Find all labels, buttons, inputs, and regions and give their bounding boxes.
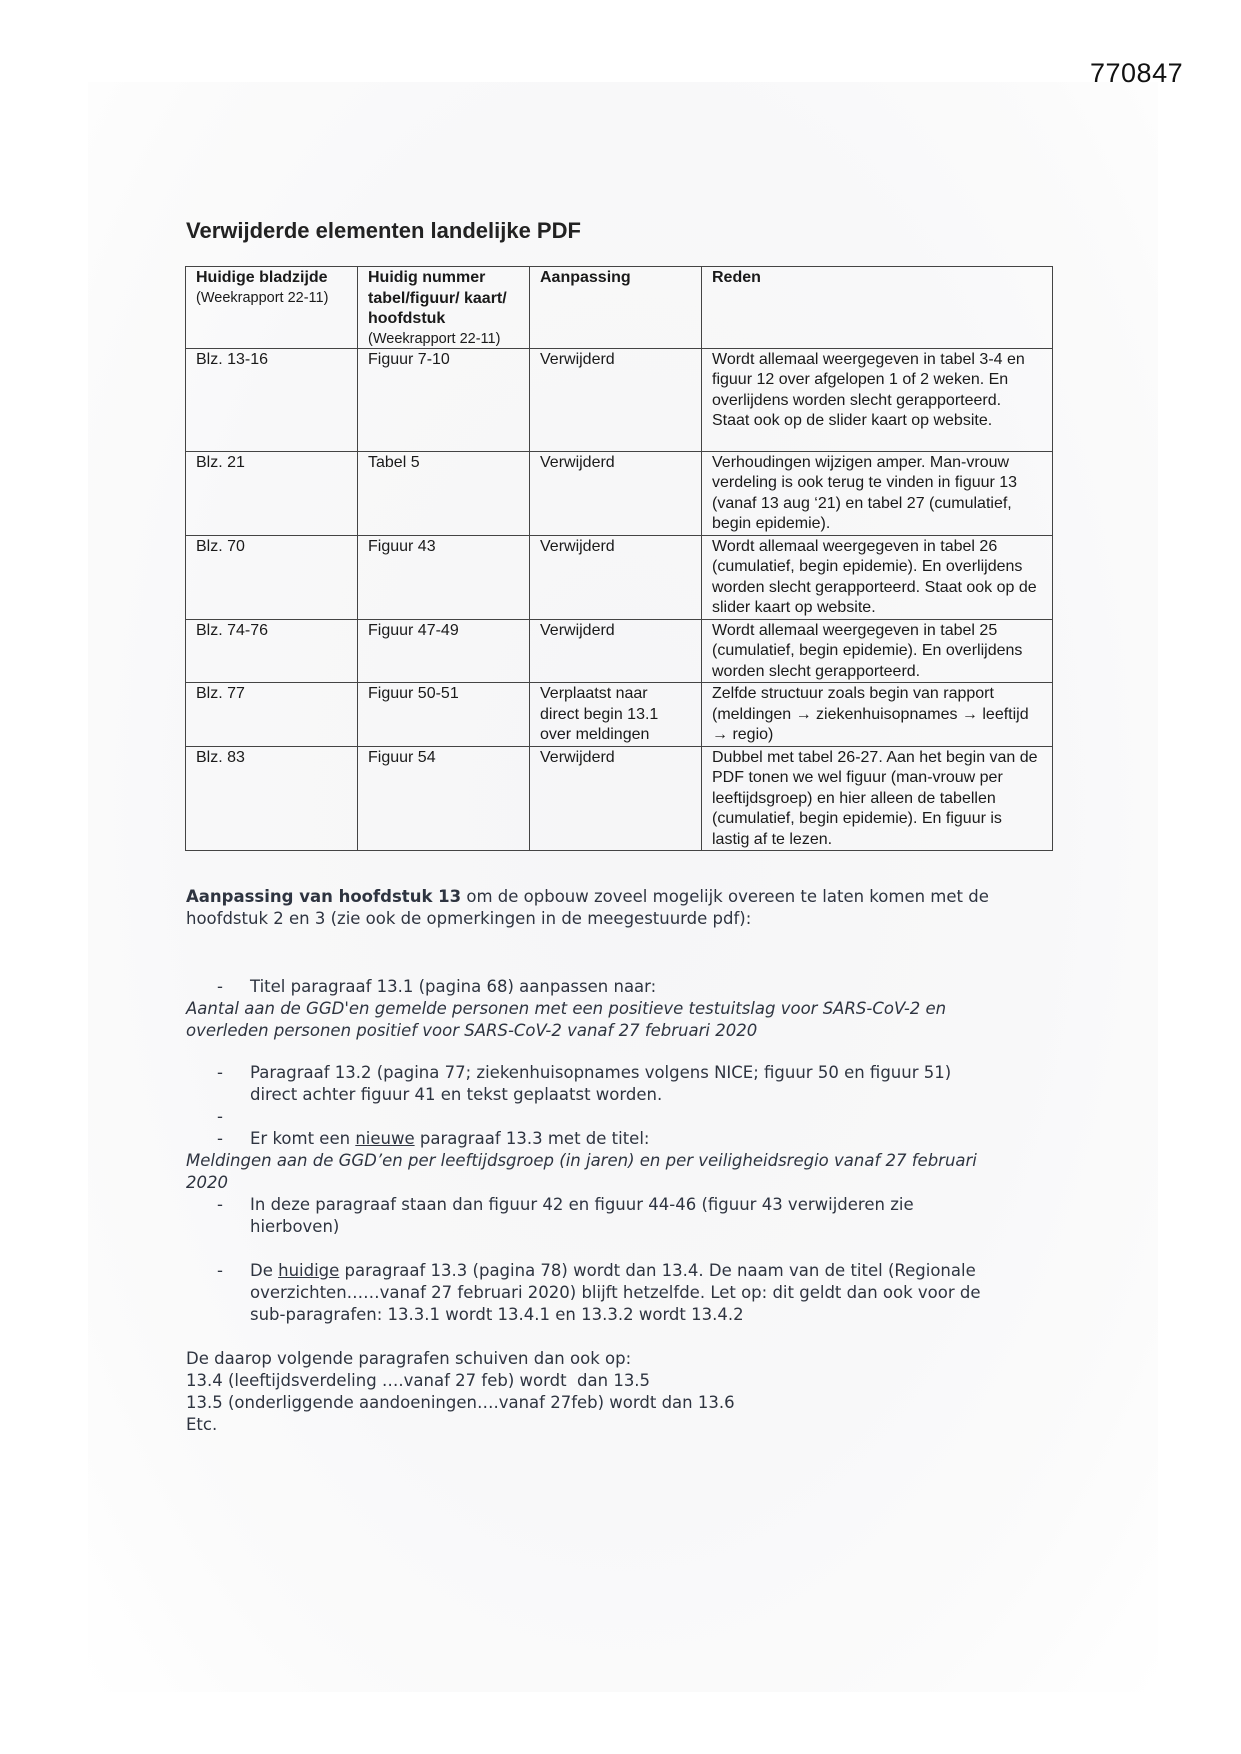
table-row [186,619,1053,683]
item2-line2: direct achter figuur 41 en tekst geplaatst worden. [250,1085,663,1104]
cell-change: Verwijderd [530,348,702,451]
header-reason [702,267,1053,349]
cell-page: Blz. 70 [186,535,358,619]
item5-pre: De [250,1261,279,1280]
item1-title-line1: Aantal aan de GGD'en gemelde personen met een positieve testuitslag voor SARS-CoV-2 en [186,999,947,1018]
closing-line4: Etc. [186,1415,218,1434]
item3-underlined: nieuwe [355,1129,415,1148]
table-row [186,746,1053,851]
header-change [530,267,702,349]
cell-page: Blz. 74-76 [186,619,358,683]
bullet-dash: - [217,1107,223,1126]
header-current-number-sub: (Weekrapport 22-11) [368,330,501,347]
cell-number: Figuur 50-51 [358,683,530,747]
bullet-dash: - [217,1129,223,1148]
cell-reason: Dubbel met tabel 26-27. Aan het begin van de PDF tonen we wel figuur (man-vrouw per leeftijdsgroep) en hier alleen de tabellen (cumulatief, begin epidemie). En figuur is lastig af te lezen. [702,746,1053,851]
closing-line3: 13.5 (onderliggende aandoeningen….vanaf 27feb) wordt dan 13.6 [186,1393,735,1412]
header-change-label: Aanpassing [540,269,631,286]
cell-number: Figuur 7-10 [358,348,530,451]
table-row [186,451,1053,535]
page-title: Verwijderde elementen landelijke PDF [186,218,581,243]
cell-change: Verwijderd [530,535,702,619]
item3-title-line1: Meldingen aan de GGD’en per leeftijdsgroep (in jaren) en per veiligheidsregio vanaf 27 februari [186,1151,977,1170]
table-row [186,535,1053,619]
cell-change: Verplaatst naar direct begin 13.1 over meldingen [530,683,702,747]
header-current-page-label: Huidige bladzijde [196,269,328,286]
bullet-dash: - [217,977,223,996]
header-current-number [358,267,530,349]
item5-line3: sub-paragrafen: 13.3.1 wordt 13.4.1 en 13.3.2 wordt 13.4.2 [250,1305,744,1324]
section-intro-line2: hoofdstuk 2 en 3 (zie ook de opmerkingen in de meegestuurde pdf): [186,909,752,928]
cell-change: Verwijderd [530,451,702,535]
cell-change: Verwijderd [530,746,702,851]
item5-line1 [250,1260,1080,1282]
item5-post: paragraaf 13.3 (pagina 78) wordt dan 13.4. De naam van de titel (Regionale [339,1261,976,1280]
header-current-page [186,267,358,349]
bullet-dash: - [217,1261,223,1280]
section-intro-bold: Aanpassing van hoofdstuk 13 [186,887,462,906]
item3-post: paragraaf 13.3 met de titel: [414,1129,650,1148]
cell-page: Blz. 77 [186,683,358,747]
bullet-dash: - [217,1063,223,1082]
cell-page: Blz. 13-16 [186,348,358,451]
section-intro-rest: om de opbouw zoveel mogelijk overeen te laten komen met de [461,887,989,906]
item1-title-line2: overleden personen positief voor SARS-CoV-2 vanaf 27 februari 2020 [186,1021,758,1040]
table-row [186,348,1053,451]
cell-number: Figuur 47-49 [358,619,530,683]
closing-line2: 13.4 (leeftijdsverdeling ….vanaf 27 feb) wordt dan 13.5 [186,1371,651,1390]
item4-line1: In deze paragraaf staan dan figuur 42 en figuur 44-46 (figuur 43 verwijderen zie [250,1195,914,1214]
section-intro [186,886,1086,908]
item5-underlined: huidige [278,1261,340,1280]
cell-page: Blz. 83 [186,746,358,851]
cell-change: Verwijderd [530,619,702,683]
item3-title-line2: 2020 [186,1173,228,1192]
header-reason-label: Reden [712,269,761,286]
cell-reason: Verhoudingen wijzigen amper. Man-vrouw verdeling is ook terug te vinden in figuur 13 (vanaf 13 aug ‘21) en tabel 27 (cumulatief, begin epidemie). [702,451,1053,535]
item3-pre: Er komt een [250,1129,356,1148]
document-id: 770847 [1090,58,1184,88]
cell-reason: Wordt allemaal weergegeven in tabel 3-4 en figuur 12 over afgelopen 1 of 2 weken. En overlijdens worden slecht gerapporteerd. Staat ook op de slider kaart op website. [702,348,1053,451]
removed-elements-table [185,266,1053,851]
closing-line1: De daarop volgende paragrafen schuiven dan ook op: [186,1349,632,1368]
cell-reason: Wordt allemaal weergegeven in tabel 25 (cumulatief, begin epidemie). En overlijdens worden slecht gerapporteerd. [702,619,1053,683]
table-header-row [186,267,1053,349]
item2-line1: Paragraaf 13.2 (pagina 77; ziekenhuisopnames volgens NICE; figuur 50 en figuur 51) [250,1063,952,1082]
table-row [186,683,1053,747]
item5-line2: overzichten……vanaf 27 februari 2020) blijft hetzelfde. Let op: dit geldt dan ook voor de [250,1283,981,1302]
cell-number: Figuur 54 [358,746,530,851]
cell-number: Tabel 5 [358,451,530,535]
item1-text: Titel paragraaf 13.1 (pagina 68) aanpassen naar: [250,977,657,996]
item3-text [250,1128,1080,1150]
cell-page: Blz. 21 [186,451,358,535]
header-current-page-sub: (Weekrapport 22-11) [196,289,329,306]
cell-reason: Wordt allemaal weergegeven in tabel 26 (cumulatief, begin epidemie). En overlijdens worden slecht gerapporteerd. Staat ook op de slider kaart op website. [702,535,1053,619]
header-current-number-label: Huidig nummer tabel/figuur/ kaart/ hoofdstuk [368,269,507,327]
cell-number: Figuur 43 [358,535,530,619]
bullet-dash: - [217,1195,223,1214]
item4-line2: hierboven) [250,1217,340,1236]
cell-reason: Zelfde structuur zoals begin van rapport (meldingen → ziekenhuisopnames → leeftijd → regio) [702,683,1053,747]
